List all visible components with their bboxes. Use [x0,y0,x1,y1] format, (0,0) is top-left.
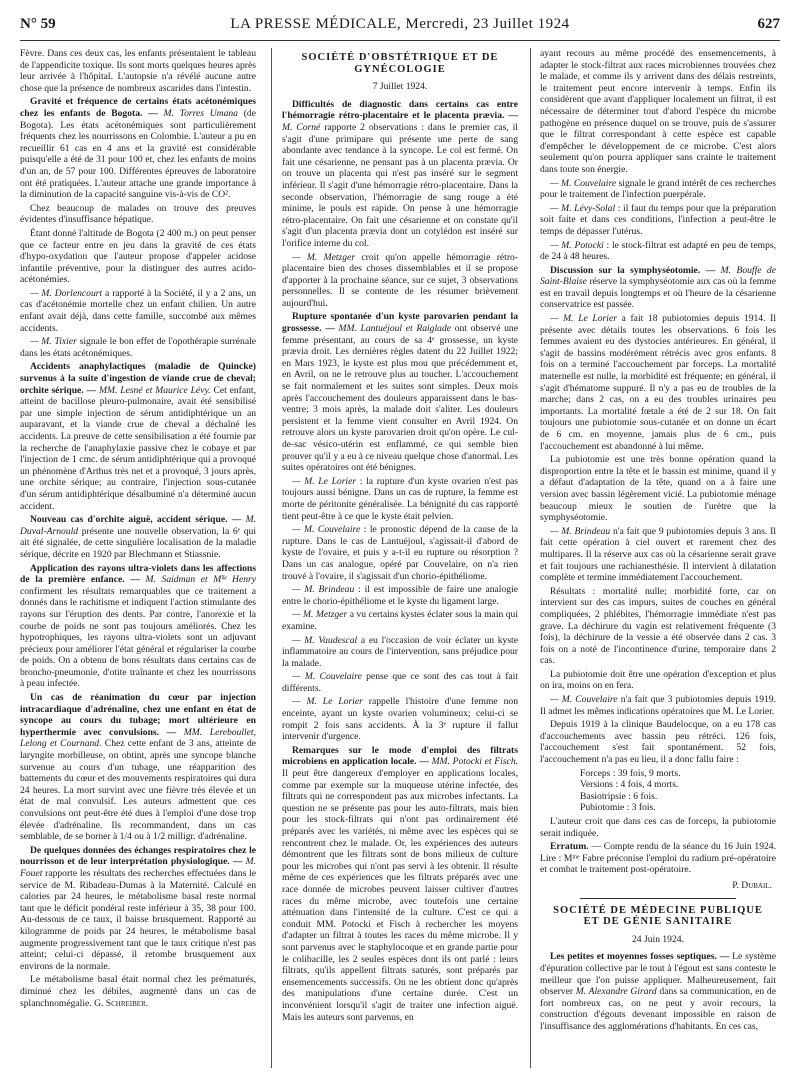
paragraph: — M. Metzger croit qu'on appelle hémorragie rétro-placentaire bien des choses dissemblables et il se propose d'apporter à la prochaine séance, sur ce sujet, 3 observations personnelles. Il se contente de les résumer brièvement aujourd'hui. [282,251,518,309]
author: M. Corné [282,121,321,133]
author: MM. Lantuéjoul et Raiglade [338,323,452,335]
author: M. Torres Umana [163,107,238,119]
article: De quelques données des échanges respiratoires chez le nourrisson et de leur interprétation physiologique. — M. Fouet rapporte les résultats des recherches effectuées dans le service de M. Ribadeau-Dumas à la Maternité. Calculé en calories par 24 heures, le métabolisme basal reste normal tant que le déficit pondéral reste inférieur à 35, 38 pour 100. Au-dessous de ce taux, il baisse brusquement. Rapporté au kilogramme de poids par 24 heures, le métabolisme basal augmente progressivement tant que le taux critique n'est pas atteint; celui-ci dépassé, il retombe brusquement aux environs de la normale. [20,844,256,972]
article-title: Remarques sur le mode d'emploi des filtrats microbiens en application locale. — [282,744,518,768]
list-item: Versions : 4 fois, 4 morts. [580,779,679,791]
paragraph: La pubiotomie doit être une opération d'exception et plus on ira, moins on en fera. [540,668,776,692]
author: — M. Potocki [550,239,604,251]
signature: G. Schreiber. [94,997,149,1009]
paragraph: — M. Couvelaire pense que ce sont des cas tout à fait différents. [282,671,518,694]
column-separator [271,48,272,1068]
article-title: Accidents anaphylactiques (maladie de Quincke) survenus à la suite d'ingestion de viande crue de cheval; orchite sérique. — [20,361,256,396]
article: Gravité et fréquence de certains états acétonémiques chez les enfants de Bogota. — M. Torres Umana (de Bogota). Les états acétonémiques sont particulièrement fréquents chez les nourrissons en Colombie. L'auteur a pu en recueillir 61 cas en 4 ans et la gravité est considérable puisqu'elle a été de 31 pour 100 et, chez les enfants de moins d'un an, de 57 pour 100. Différentes épreuves de laboratoire ont été pratiquées. L'auteur attache une grande importance à la diminution de la capacité sanguine vis-à-vis de CO². [20,96,256,201]
article-title: Discussion sur la symphyséotomie. — [550,264,716,276]
author: MM. Lereboullet, Lelong et Cournand. [20,726,256,750]
section-title-line-2: ET DE GÉNIE SANITAIRE [583,916,733,928]
author: — M. Couvelaire [550,694,618,706]
paragraph: ayant recours au même procédé des ensemencements, à adapter le stock-filtrat aux races microbiennes trouvées chez le malade, et comme ils y arrivent dans des délais restreints, le traitement peut encore intervenir à temps. Enfin ils considèrent que avant d'appliquer localement un filtrat, il est nécessaire de déterminer tout d'abord l'espèce du microbe pathogène en présence duquel on se trouve, puis de s'assurer que le filtrat correspondant à cette espèce est capable d'empêcher le développement de ce microbe. C'est alors seulement qu'on pourra appliquer sans crainte le traitement dans toute son énergie. [540,48,776,175]
article-title: De quelques données des échanges respiratoires chez le nourrisson et de leur interprétation physiologique. — [20,844,256,868]
author: — M. Lévy-Solal [550,202,616,214]
article-title: Nouveau cas d'orchite aiguë, accident sérique. — [30,514,242,526]
article: Remarques sur le mode d'emploi des filtrats microbiens en application locale. — MM. Potocki et Fisch. Il peut être dangereux d'employer en applications locales, comme par exemple sur la muqueuse utérine infectée, des filtrats qui ne correspondent pas aux microbes infectants. La question ne se présente pas pour les auto-filtrats, mais bien pour les stock-filtrats qui n'ont pas ordinairement été préparés avec les variétés, ni même avec les espèces qui se rencontrent chez le malade. Or, les expériences des auteurs démontrent que les filtrats sont de bons milieux de culture pour les microbes qui n'ont pas servi à les obtenir. Il résulte même de ces expériences que les filtrats préparés avec une race donnée de microbes peuvent laisser cultiver d'autres races du même microbe, avec toutefois une certaine atténuation dans l'intensité de la culture. C'est ce qui a conduit MM. Potocki et Fisch à rechercher les moyens d'adapter un filtrat à toutes les races du même microbe. Il y sont parvenus avec le staphylocoque et en grande partie pour le colibacille, les 2 seules espèces dont ils ont parlé : leurs filtrats, qu'ils appellent filtrats saturés, sont préparés par ensemencements successifs. On ne les obtient donc qu'après des manipulations d'une certaine durée. C'est un inconvénient lorsqu'il s'agit de traiter une infection aiguë. Mais les auteurs sont parvenus, en [282,744,518,1023]
author: M. Saidman et Mˡˡᵉ Henry [145,574,256,586]
author: — M. Couvelaire [292,524,361,536]
author: — M. Vaudescal [292,634,358,646]
author: — M. Dorlencourt [30,287,103,299]
article: Un cas de réanimation du cœur par injection intracardiaque d'adrénaline, chez une enfant en état de syncope au cours du tubage; mort ultérieure en hyperthermie avec convulsions. — MM. Lereboullet, Lelong et Cournand. Chez cette enfant de 3 ans, atteinte de laryngite morbilleuse, on obtint, après une syncope blanche survenue au cours d'un tubage, une réapparition des battements du cœur et des mouvements respiratoires qui dura 24 heures. La mort survint avec une fièvre très élevée et un état de mal convulsif. Les auteurs admettent que ces convulsions ont peut-être été dues à l'emploi d'une dose trop élevée d'adrénaline. Ils recommandent, dans un cas semblable, de se borner à 1/4 ou à 1/2 milligr. d'adrénaline. [20,692,256,843]
section-title: SOCIÉTÉ DE MÉDECINE PUBLIQUE [553,904,763,916]
paragraph: — M. Couvelaire signale le grand intérêt de ces recherches pour le traitement de l'infection puerpérale. [540,177,776,201]
author: — M. Metzger [292,609,348,621]
signature: P. Dubail. [732,879,772,891]
author: M. Alexandre Girard [575,986,657,998]
journal-title: LA PRESSE MÉDICALE, Mercredi, 23 Juillet 1924 [230,16,570,32]
author: — M. Le Lorier [292,696,363,708]
page-header [20,14,780,38]
author: — M. Couvelaire [292,671,362,683]
issue-number: N° 59 [20,16,56,32]
author: MM. Potocki et Fisch. [431,756,518,768]
paragraph: — M. Couvelaire n'a fait que 3 pubiotomies depuis 1919. Il admet les mêmes indications opératoires que M. Le Lorier. [540,694,776,717]
article-title: Un cas de réanimation du cœur par injection intracardiaque d'adrénaline, chez une enfant en état de syncope au cours du tubage; mort ultérieure en hyperthermie avec convulsions. — [20,692,256,738]
paragraph: Chez beaucoup de malades on trouve des preuves évidentes d'insuffisance hépatique. [20,202,256,226]
article-title: Gravité et fréquence de certains états acétonémiques chez les enfants de Bogota. — [20,96,256,119]
section-title: SOCIÉTÉ D'OBSTÉTRIQUE ET DE GYNÉCOLOGIE [301,52,499,75]
header-rule [20,40,780,41]
paragraph: Étant donné l'altitude de Bogota (2 400 m.) on peut penser que ce facteur entre en jeu dans la gravité de ces états d'hypo-oxydation que l'auteur propose d'appeler acidose infantile préventive, pour la distinguer des autres acido-acétonémies. [20,227,256,286]
paragraph: — M. Tixier signale le bon effet de l'opothérapie surrénale dans les états acétonémiques. [20,336,256,359]
author: M. Bouffe de Saint-Blaise [540,264,776,288]
paragraph: — M. Vaudescal a eu l'occasion de voir éclater un kyste inflammatoire au cours de l'intervention, sans préjudice pour la malade. [282,634,518,669]
paragraph: — M. Le Lorier a fait 18 pubiotomies depuis 1914. Il présente avec détails toutes les observations. 6 fois les femmes avaient eu des dystocies antérieures. En général, il s'agit de bassins modérément rétrécis avec gros enfants. 8 fois on a terminé l'accouchement par forceps. La mortalité maternelle est nulle, la morbidité est fréquente; en général, il s'agit d'hématome suppuré. Il n'y a pas eu de troubles de la marche; dans 2 cas, on a eu des troubles urinaires peu importants. La mortalité fœtale a été de 2 sur 18. On fait toujours une pubiotomie sous-cutanée et on donne un écart de 6 cm. en moyenne, jamais plus de 6 cm., puis l'accouchement est abandonné à lui même. [540,313,776,452]
column-3 [540,48,776,1070]
article: Difficultés de diagnostic dans certains cas entre l'hémorragie rétro-placentaire et le placenta prævia. — M. Corné rapporte 2 observations : dans le premier cas, il s'agit d'une primipare qui présente une perte de sang abondante avec tendance à la syncope. Le col est fermé. On fait une césarienne, ne pensant pas à un placenta prævia. Or on trouve un placenta qui n'est pas inséré sur le segment inférieur. Il s'agit d'une hémorragie rétro-placentaire. Dans la seconde observation, l'hémorragie de sang rouge a été minime, le pouls est rapide. On pense à une hémorragie rétro-placentaire. On fait une césarienne et on constate qu'il s'agit d'un placenta prævia dont un cotylédon est inséré sur l'orifice interne du col. [282,98,518,249]
paragraph: — M. Potocki : le stock-filtrat est adapté en peu de temps, de 24 à 48 heures. [540,239,776,263]
article-title: Difficultés de diagnostic dans certains cas entre l'hémorragie rétro-placentaire et le placenta prævia. — [282,98,518,122]
column-2 [282,48,518,1070]
list-item: Basiotripsie : 6 fois. [580,790,658,802]
author: MM. Lesné et Maurice Lévy. [99,384,211,396]
paragraph: — M. Brindeau : il est impossible de faire une analogie entre le chorio-épithéliome et le kyste du ligament large. [282,584,518,607]
paragraph: — M. Metzger a vu certains kystes éclater sous la main qui examine. [282,609,518,632]
article: Les petites et moyennes fosses septiques. — Le système d'épuration collective par le tout à l'égout est sans conteste le meilleur que l'on puisse appliquer. Malheureusement, fait observer M. Alexandre Girard dans sa communication, en de fort nombreux cas, on ne peut y avoir recours, la construction d'égouts devenant impossible en raison de l'insuffisance des agglomérations d'habitants. En ces cas, [540,951,776,1032]
article: Rupture spontanée d'un kyste parovarien pendant la grossesse. — MM. Lantuéjoul et Raiglade ont observé une femme présentant, au cours de sa 4ᵉ grossesse, un kyste prævia droit. Les dernières règles datent du 22 Juillet 1922; en Mars 1923, le kyste est plus mou que précédemment et, en Avril, on ne le retrouve plus au toucher. L'accouchement se fait normalement et les suites sont simples. Deux mois après l'accouchement des douleurs apparaissent dans le bas-ventre; 3 mois après, la malade doit s'aliter. Les douleurs persistent et la femme vient consulter en Avril 1924. On retrouve alors un kyste parovarien droit qu'on opère. Le cul-de-sac vésico-utérin est enflammé, ce qui semble bien prouver qu'il y a eu à ce niveau quelque chose d'anormal. Les suites opératoires ont été bénignes. [282,311,518,474]
page-number: 627 [757,16,780,32]
column-1 [20,48,256,1070]
results-list [580,768,776,814]
author: — M. Metzger [292,251,356,263]
erratum: Erratum. — Compte rendu de la séance du 16 Juin 1924. Lire : Mᵐᵉ Fabre préconise l'emploi du radium pré-opératoire et combat le traitement post-opératoire. [540,841,776,876]
article: Nouveau cas d'orchite aiguë, accident sérique. — M. Duval-Arnould présente une nouvelle observation, la 6ᵉ qui ait été signalée, de cette singulière localisation de la maladie sérique, décrite en 1920 par Blechmann et Stiassnie. [20,514,256,560]
paragraph: — M. Le Lorier rappelle l'histoire d'une femme non enceinte, ayant un kyste ovarien volumineux; celui-ci se rompit 2 fois sans accidents. À la 3ᵉ rupture il fallut intervenir d'urgence. [282,696,518,743]
paragraph: — M. Lévy-Solal : il faut du temps pour que la préparation soit faite et dans ces conditions, l'infection a peut-être le temps de dépasser l'utérus. [540,202,776,237]
author: — M. Le Lorier [292,475,357,487]
paragraph: — M. Brindeau n'a fait que 9 pubiotomies depuis 3 ans. Il fait cette opération à ciel ouvert et rarement chez des multipares. Il la réserve aux cas où la césarienne serait grave et fait toujours une rachianesthésie. Il intervient à dilatation complète et termine immédiatement l'accouchement. [540,525,776,584]
article: Accidents anaphylactiques (maladie de Quincke) survenus à la suite d'ingestion de viande crue de cheval; orchite sérique. — MM. Lesné et Maurice Lévy. Cet enfant, atteint de bacillose pleuro-pulmonaire, avait été sensibilisé par une simple injection de sérum antidiphtérique un an auparavant, et la viande crue de cheval a déchaîné les accidents. La preuve de cette sensibilisation a été fournie par la recherche de l'anaphylaxie passive chez le cobaye et par l'injection de 1 cmc. de sérum antidiphtérique qui a provoqué un phénomène d'Arthus très net et a provoqué, 3 jours après, une orchite sérique; au contraire, l'injection sous-cutanée d'un sérum antidiphtérique désalbuminé n'a déterminé aucun accident. [20,361,256,512]
article: Application des rayons ultra-violets dans les affections de la première enfance. — M. Saidman et Mˡˡᵉ Henry confirment les résultats remarquables que ce traitement a donnés dans le rachitisme et indiquent l'action stimulante des rayons sur l'éruption des dents. Par contre, l'anorexie et la courbe de poids ne sont pas toujours améliorés. Chez les hypotrophiques, les rayons ultra-violets sont un adjuvant précieux pour améliorer l'état général et régulariser la courbe de poids. On a obtenu de bons résultats dans certains cas de broncho-pneumonie, d'otite traînante et chez les nourrissons à peau infectée. [20,562,256,690]
paragraph: Fèvre. Dans ces deux cas, les enfants présentaient le tableau de l'appendicite toxique. Ils sont morts quelques heures après leur arrivée à l'hôpital. L'autopsie n'a révélé aucune autre chose que la présence de nombreux ascarides dans l'intestin. [20,48,256,94]
author: — M. Couvelaire [550,177,617,189]
paragraph: — M. Couvelaire : le pronostic dépend de la cause de la rupture. Dans le cas de Lantuéjoul, s'agissait-il d'abord de kyste de l'ovaire, et puis y a-t-il eu rupture ou résorption ? Dans un cas analogue, opéré par Couvelaire, on n'a rien trouvé à l'ovaire, il s'agissait d'un chorio-épithéliome. [282,524,518,582]
author: M. Duval-Arnould [20,514,256,537]
paragraph: — M. Le Lorier : la rupture d'un kyste ovarien n'est pas toujours aussi bénigne. Dans un cas de rupture, la femme est morte de péritonite généralisée. La bénignité du cas rapporté tient peut-être à ce que le kyste était pelvien. [282,475,518,522]
paragraph: Le métabolisme basal était normal chez les prématurés, diminué chez les débiles, augmenté dans un cas de splanchnomégalie. G. Schreiber. [20,974,256,1009]
author: — M. Brindeau [292,584,355,596]
paragraph: L'auteur croit que dans ces cas de forceps, la pubiotomie serait indiquée. [540,816,776,839]
article: Discussion sur la symphyséotomie. — M. Bouffe de Saint-Blaise réserve la symphyséotomie aux cas où la femme est en travail depuis longtemps et où l'heure de la césarienne conservatrice est passée. [540,264,776,311]
paragraph: La pubiotomie est une très bonne opération quand la disproportion entre la tête et le bassin est minime, quand il y a défaut d'adaptation de la tête, quand on a à faire une version avec bassin légèrement vicié. La pubiotomie ménage beaucoup mieux le soutien de l'urètre que la symphyséotomie. [540,454,776,524]
erratum-title: Erratum. [550,841,589,853]
list-item: Forceps : 39 fois, 9 morts. [580,767,681,779]
article-title: Les petites et moyennes fosses septiques. — [550,951,730,963]
divider [580,898,736,899]
list-item: Pubiotomie : 3 fois. [580,802,656,814]
author: — M. Brindeau [550,525,611,537]
author: — M. Tixier [30,336,77,348]
column-separator [530,48,531,1068]
section-date: 24 Juin 1924. [632,933,684,945]
paragraph: Résultats : mortalité nulle; morbidité forte, car on intervient sur des cas impurs, suites de couches en général compliquées, 2 phlébites, l'hémorragie immédiate n'est pas grave. La déchirure du vagin est relativement fréquente (3 fois), la déchirure de la vessie a été observée dans 2 cas. 3 fois on a noté de l'incontinence d'urine, temporaire dans 2 cas. [540,585,776,667]
section-date: 7 Juillet 1924. [372,81,428,93]
paragraph: — M. Dorlencourt a rapporté à la Société, il y a 2 ans, un cas d'acétonémie mortelle chez un enfant chilien. Un autre enfant avait déjà, dans cette famille, succombé aux mêmes accidents. [20,287,256,334]
paragraph: Depuis 1919 à la clinique Baudelocque, on a eu 178 cas d'accouchements avec bassin peu rétréci. 126 fois, l'accouchement s'est fait spontanément. 52 fois, l'accouchement n'a pas eu lieu, il a donc fallu faire : [540,719,776,766]
author: M. Fouet [20,856,256,879]
author: — M. Le Lorier [550,313,617,325]
article-title: Rupture spontanée d'un kyste parovarien pendant la grossesse. — [282,311,518,335]
article-title: Application des rayons ultra-violets dans les affections de la première enfance. — [20,562,256,586]
